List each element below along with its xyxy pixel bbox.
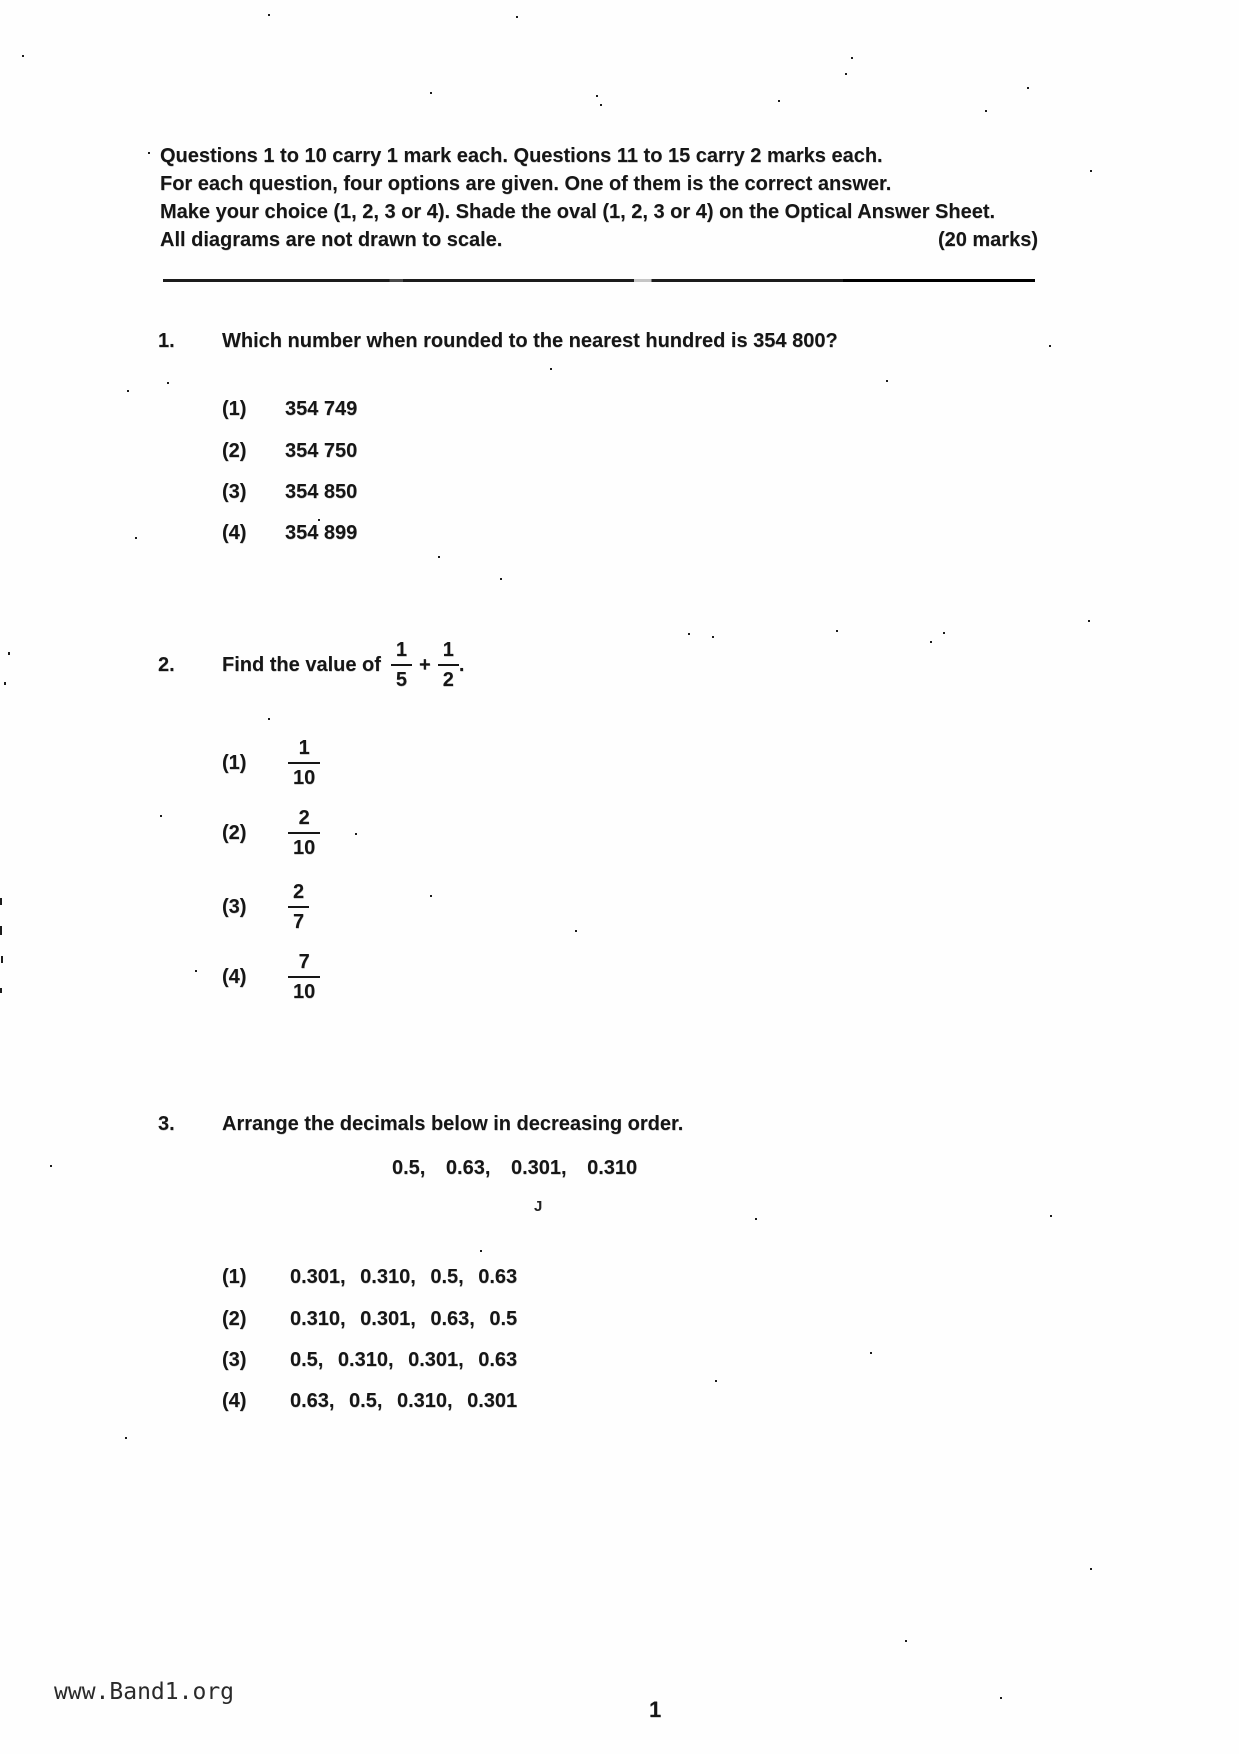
scan-noise	[0, 0, 2, 2]
fraction	[288, 880, 309, 934]
question-3-number: 3.	[158, 1113, 175, 1135]
instructions	[160, 142, 1038, 254]
option-value: 0.5, 0.310, 0.301, 0.63	[290, 1349, 518, 1371]
scan-artifact: J	[534, 1198, 543, 1215]
fraction-denominator: 10	[288, 832, 320, 860]
option-label: (2)	[222, 1308, 247, 1330]
option-value: 0.63, 0.5, 0.310, 0.301	[290, 1390, 518, 1412]
option-label: (2)	[222, 821, 247, 844]
fraction-numerator: 7	[298, 951, 310, 973]
option-label: (1)	[222, 398, 247, 420]
fraction-denominator: 5	[391, 664, 412, 692]
option-row	[222, 806, 320, 860]
option-row	[222, 736, 320, 790]
fraction-denominator: 10	[288, 976, 320, 1004]
option-value: 354 750	[285, 440, 358, 462]
question-2-text: Find the value of	[222, 653, 381, 676]
decimals-list: 0.5, 0.63, 0.301, 0.310	[392, 1157, 638, 1179]
fraction-numerator: 1	[298, 737, 310, 759]
plus-operator: +	[419, 653, 431, 676]
section-divider	[163, 279, 1035, 282]
fraction-denominator: 10	[288, 762, 320, 790]
option-label: (1)	[222, 1266, 247, 1288]
fraction	[288, 806, 320, 860]
question-1-text: Which number when rounded to the nearest hundred is 354 800?	[222, 330, 838, 352]
option-label: (3)	[222, 1349, 247, 1371]
fraction-numerator: 2	[298, 807, 310, 829]
fraction-numerator: 2	[293, 881, 305, 903]
question-1-number: 1.	[158, 330, 175, 352]
fraction	[288, 950, 320, 1004]
instruction-line-1: Questions 1 to 10 carry 1 mark each. Questions 11 to 15 carry 2 marks each.	[160, 145, 883, 167]
footer-url: www.Band1.org	[54, 1679, 235, 1705]
instruction-line-3: Make your choice (1, 2, 3 or 4). Shade the oval (1, 2, 3 or 4) on the Optical Answer Sheet.	[160, 201, 996, 223]
fraction	[288, 736, 320, 790]
option-label: (2)	[222, 440, 247, 462]
option-label: (3)	[222, 895, 247, 918]
question-2	[158, 638, 464, 692]
option-row	[222, 950, 320, 1004]
fraction-denominator: 2	[438, 664, 459, 692]
question-3-text: Arrange the decimals below in decreasing order.	[222, 1113, 684, 1135]
fraction	[438, 638, 459, 692]
option-label: (1)	[222, 751, 247, 774]
page-number: 1	[649, 1697, 662, 1722]
option-value: 354 850	[285, 481, 358, 503]
option-row	[222, 880, 309, 934]
marks-label: (20 marks)	[937, 229, 1038, 251]
instruction-line-4: All diagrams are not drawn to scale.	[160, 229, 503, 251]
option-label: (4)	[222, 965, 247, 988]
option-value: 0.310, 0.301, 0.63, 0.5	[290, 1308, 518, 1330]
fraction-numerator: 1	[442, 639, 454, 661]
question-2-suffix: .	[458, 653, 465, 676]
option-value: 0.301, 0.310, 0.5, 0.63	[290, 1266, 518, 1288]
option-label: (4)	[222, 1390, 247, 1412]
option-label: (4)	[222, 522, 247, 544]
fraction-denominator: 7	[288, 906, 309, 934]
option-value: 354 899	[285, 522, 358, 544]
fraction	[391, 638, 412, 692]
instruction-line-2: For each question, four options are given. One of them is the correct answer.	[160, 173, 892, 195]
option-label: (3)	[222, 481, 247, 503]
fraction-numerator: 1	[395, 639, 408, 661]
option-value: 354 749	[285, 398, 358, 420]
question-2-number: 2.	[158, 653, 175, 676]
